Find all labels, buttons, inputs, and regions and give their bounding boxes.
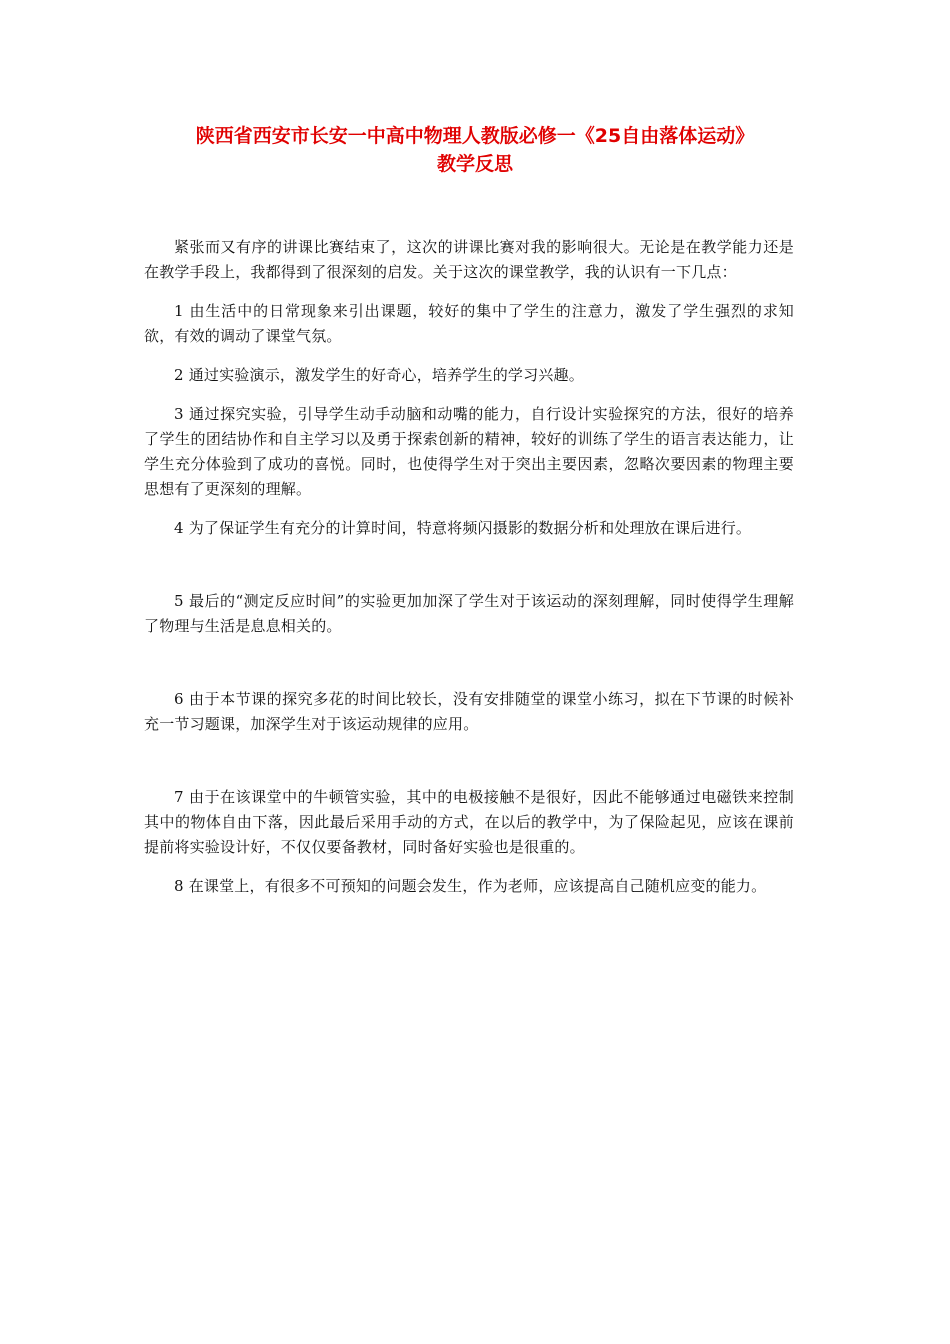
paragraph-point-7: 7 由于在该课堂中的牛顿管实验，其中的电极接触不是很好，因此不能够通过电磁铁来控制其中的物体自由下落，因此最后采用手动的方式，在以后的教学中，为了保险起见，应该在课前提前将实验设计好，不仅仅要备教材，同时备好实验也是很重的。 <box>144 788 794 856</box>
paragraph-point-3: 3 通过探究实验，引导学生动手动脑和动嘴的能力，自行设计实验探究的方法，很好的培养了学生的团结协作和自主学习以及勇于探索创新的精神，较好的训练了学生的语言表达能力，让学生充分体验到了成功的喜悦。同时，也使得学生对于突出主要因素，忽略次要因素的物理主要思想有了更深刻的理解。 <box>144 405 794 498</box>
paragraph-point-6: 6 由于本节课的探究多花的时间比较长，没有安排随堂的课堂小练习，拟在下节课的时候补充一节习题课，加深学生对于该运动规律的应用。 <box>144 690 794 733</box>
paragraph-point-1: 1 由生活中的日常现象来引出课题，较好的集中了学生的注意力，激发了学生强烈的求知欲，有效的调动了课堂气氛。 <box>144 302 794 345</box>
paragraph-point-8: 8 在课堂上，有很多不可预知的问题会发生，作为老师，应该提高自己随机应变的能力。 <box>174 877 767 895</box>
paragraph-point-4: 4 为了保证学生有充分的计算时间，特意将频闪摄影的数据分析和处理放在课后进行。 <box>174 519 752 537</box>
document-title <box>140 122 810 178</box>
paragraph-intro: 紧张而又有序的讲课比赛结束了，这次的讲课比赛对我的影响很大。无论是在教学能力还是在教学手段上，我都得到了很深刻的启发。关于这次的课堂教学，我的认识有一下几点： <box>144 238 794 281</box>
title-line-2: 教学反思 <box>436 153 513 175</box>
paragraph-point-5: 5 最后的“测定反应时间”的实验更加加深了学生对于该运动的深刻理解，同时使得学生理解了物理与生活是息息相关的。 <box>144 592 794 635</box>
document-body <box>144 235 794 899</box>
title-line-1: 陕西省西安市长安一中高中物理人教版必修一《25自由落体运动》 <box>195 125 755 147</box>
paragraph-point-2: 2 通过实验演示，激发学生的好奇心，培养学生的学习兴趣。 <box>174 366 584 384</box>
